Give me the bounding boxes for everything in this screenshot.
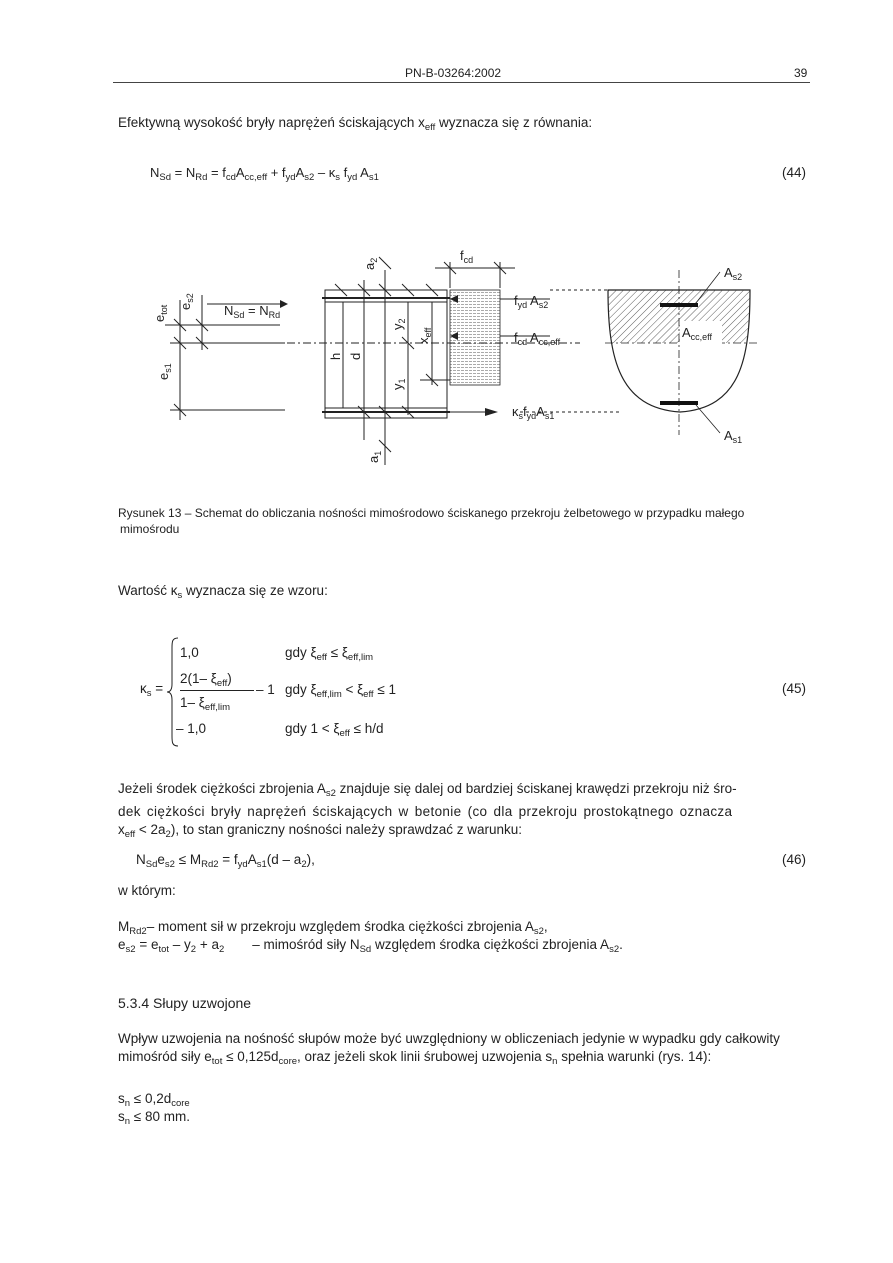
svg-text:NSd = NRd: $N_{Sd} = N_{Rd}$ [224, 303, 281, 320]
svg-text:a1: $a_1$ [366, 450, 383, 463]
paragraph-1: Jeżeli środek ciężkości zbrojenia $A_{s2}$ znajduje się dalej od bardziej ściskanej krawędzi przekroju niż śro- dek ciężkości bryły naprężeń ściskających w betonie (co dla przekroju prostokątnego oznacza $x_{eff} < 2a_2$), to stan graniczny nośności należy sprawdzać z warunku: [118, 781, 737, 840]
svg-text:etot: $e_{tot}$ [152, 304, 169, 322]
equation-44: $N_{Sd} = N_{Rd} = f_{cd}A_{cc,eff} + f_{yd}A_{s2} - \kappa_s$ $f_{yd}$ $A_{s1}$ [150, 165, 379, 183]
figure-caption: Rysunek 13 – Schemat do obliczania nośności mimośrodowo ściskanego przekroju żelbetowego w przypadku małego mimośrodu [118, 506, 745, 536]
definition-mrd2: $M_{Rd2}-$ moment sił w przekroju względem środka ciężkości zbrojenia $A_{s2}$, [118, 919, 548, 937]
svg-text:As2: $A_{s2}$ [724, 265, 743, 282]
equation-45: $\kappa_s$ = 1,0 gdy $\xi_{eff} \le \xi_{eff,lim}$ 2(1– $\xi_{eff}$) – 1 1– $\xi_{eff,lim}$ gdy $\xi_{eff,lim} < \xi_{eff} \le 1$ – 1,0 gdy $1 < \xi_{eff} \le h/d$ [140, 636, 840, 748]
header-standard: PN-B-03264:2002 [405, 66, 502, 80]
equation-45-number: (45) [782, 681, 807, 696]
header-rule [113, 82, 810, 83]
definition-es2: $e_{s2} = e_{tot} - y_2 + a_2$ – mimośród siły $N_{Sd}$ względem środka ciężkości zbrojenia $A_{s2}$. [118, 937, 623, 955]
condition-2: $s_n \le 80$ mm. [118, 1109, 190, 1127]
svg-text:κsfydAs1: $\kappa_sf_{yd}A_{s1}$ [512, 404, 555, 421]
page-number: 39 [794, 66, 808, 80]
svg-text:As1: $A_{s1}$ [724, 428, 743, 445]
svg-text:y2: $y_2$ [390, 318, 407, 330]
svg-text:fyd As2: $f_{yd}$ $A_{s2}$ [514, 293, 549, 310]
intro-text: Efektywną wysokość bryły naprężeń ściskających $x_{eff}$ wyznacza się z równania: [118, 115, 593, 133]
equation-46-number: (46) [782, 852, 807, 867]
equation-44-number: (44) [782, 165, 807, 180]
figure-13-diagram [150, 240, 790, 470]
svg-text:xeff: $x_{eff}$ [416, 327, 433, 344]
svg-text:a2: $a_2$ [362, 257, 379, 270]
svg-text:fcd: $f_{cd}$ [460, 248, 474, 265]
equation-46: $N_{Sd}e_{s2} \le M_{Rd2} = f_{yd}A_{s1}(d - a_2)$, [136, 852, 315, 870]
paragraph-2-line2: mimośród siły $e_{tot} \le 0,125d_{core}$, oraz jeżeli skok linii śrubowej uzwojenia $s_n$ spełnia warunki (rys. 14): [118, 1049, 712, 1067]
svg-text:es1: $e_{s1}$ [156, 363, 173, 380]
svg-text:es2: $e_{s2}$ [178, 293, 195, 310]
condition-1: $s_n \le 0,2d_{core}$ [118, 1091, 190, 1109]
svg-text:fcd Acc,eff: $f_{cd}$ $A_{cc,eff}$ [514, 330, 561, 347]
w-ktorym: w którym: [118, 883, 176, 898]
kappa-intro: Wartość $\kappa_s$ wyznacza się ze wzoru: [118, 583, 328, 601]
paragraph-2-line1: Wpływ uzwojenia na nośność słupów może być uwzględniony w obliczeniach jedynie w wypadku gdy całkowity [118, 1031, 780, 1046]
svg-text:y1: $y_1$ [390, 378, 407, 390]
section-heading: 5.3.4 Słupy uzwojone [118, 995, 252, 1011]
svg-text:d: d [348, 352, 363, 360]
svg-text:h: h [328, 352, 343, 360]
svg-text:Acc,eff: $A_{cc,eff}$ [682, 325, 713, 342]
